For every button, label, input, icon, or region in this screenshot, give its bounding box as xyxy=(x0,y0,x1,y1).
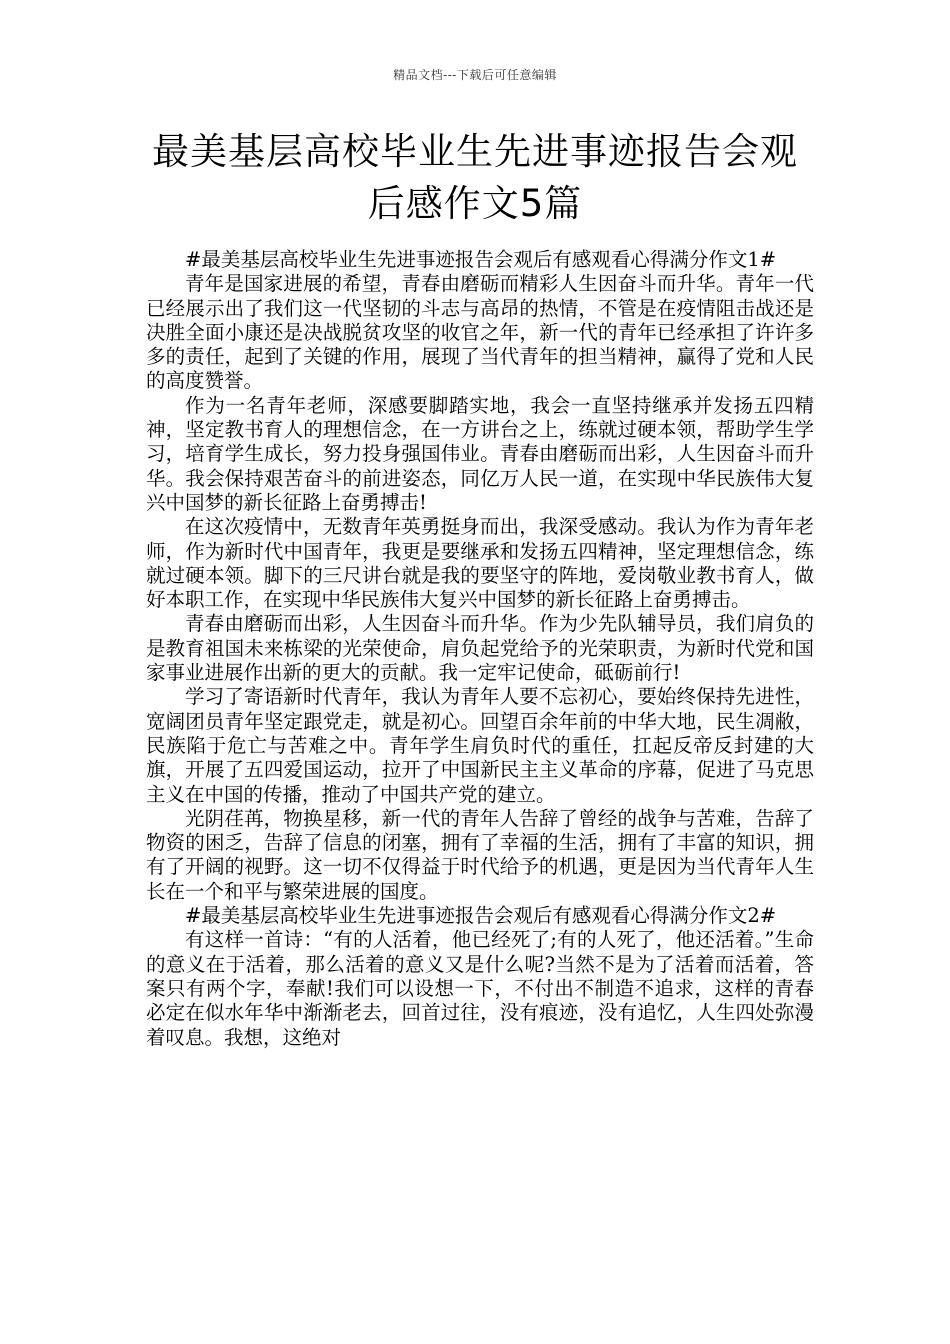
header-note: 精品文档---下载后可任意编辑 xyxy=(393,68,557,82)
title-line-1: 最美基层高校毕业生先进事迹报告会观 xyxy=(152,130,798,173)
paragraph: 青春由磨砺而出彩，人生因奋斗而升华。作为少先队辅导员，我们肩负的是教育祖国未来栋梁的光荣使命，肩负起党给予的光荣职责，为新时代党和国家事业进展作出新的更大的贡献。我一定牢记使命，砥砺前行! xyxy=(146,612,814,685)
document-body xyxy=(146,248,814,1050)
section-heading-2: #最美基层高校毕业生先进事迹报告会观后有感观看心得满分作文2# xyxy=(185,904,777,928)
paragraph: 有这样一首诗：“有的人活着，他已经死了;有的人死了，他还活着。”生命的意义在于活着，那么活着的意义又是什么呢?当然不是为了活着而活着，答案只有两个字，奉献!我们可以设想一下，不付出不制造不追求，这样的青春必定在似水年华中渐渐老去，回首过往，没有痕迹，没有追忆，人生四处弥漫着叹息。我想，这绝对 xyxy=(146,928,814,1049)
paragraph: 在这次疫情中，无数青年英勇挺身而出，我深受感动。我认为作为青年老师，作为新时代中国青年，我更是要继承和发扬五四精神，坚定理想信念，练就过硬本领。脚下的三尺讲台就是我的要坚守的阵地，爱岗敬业教书育人，做好本职工作，在实现中华民族伟大复兴中国梦的新长征路上奋勇搏击。 xyxy=(146,515,814,612)
title-line-2: 后感作文5篇 xyxy=(367,182,583,225)
paragraph: 学习了寄语新时代青年，我认为青年人要不忘初心，要始终保持先进性，宽阔团员青年坚定跟党走，就是初心。回望百余年前的中华大地，民生凋敝，民族陷于危亡与苦难之中。青年学生肩负时代的重任，扛起反帝反封建的大旗，开展了五四爱国运动，拉开了中国新民主主义革命的序幕，促进了马克思主义在中国的传播，推动了中国共产党的建立。 xyxy=(146,685,814,806)
paragraph: 作为一名青年老师，深感要脚踏实地，我会一直坚持继承并发扬五四精神，坚定教书育人的理想信念，在一方讲台之上，练就过硬本领，帮助学生学习，培育学生成长，努力投身强国伟业。青春由磨砺而出彩，人生因奋斗而升华。我会保持艰苦奋斗的前进姿态，同亿万人民一道，在实现中华民族伟大复兴中国梦的新长征路上奋勇搏击! xyxy=(146,393,814,514)
paragraph: 光阴荏苒，物换星移，新一代的青年人告辞了曾经的战争与苦难，告辞了物资的困乏，告辞了信息的闭塞，拥有了幸福的生活，拥有了丰富的知识，拥有了开阔的视野。这一切不仅得益于时代给予的机遇，更是因为当代青年人生长在一个和平与繁荣进展的国度。 xyxy=(146,806,814,903)
section-heading-1: #最美基层高校毕业生先进事迹报告会观后有感观看心得满分作文1# xyxy=(185,248,777,271)
document-title xyxy=(110,126,840,230)
paragraph: 青年是国家进展的希望，青春由磨砺而精彩人生因奋斗而升华。青年一代已经展示出了我们这一代坚韧的斗志与高昂的热情，不管是在疫情阻击战还是决胜全面小康还是决战脱贫攻坚的收官之年，新一代的青年已经承担了许许多多的责任，起到了关键的作用，展现了当代青年的担当精神，赢得了党和人民的高度赞誉。 xyxy=(146,272,814,393)
